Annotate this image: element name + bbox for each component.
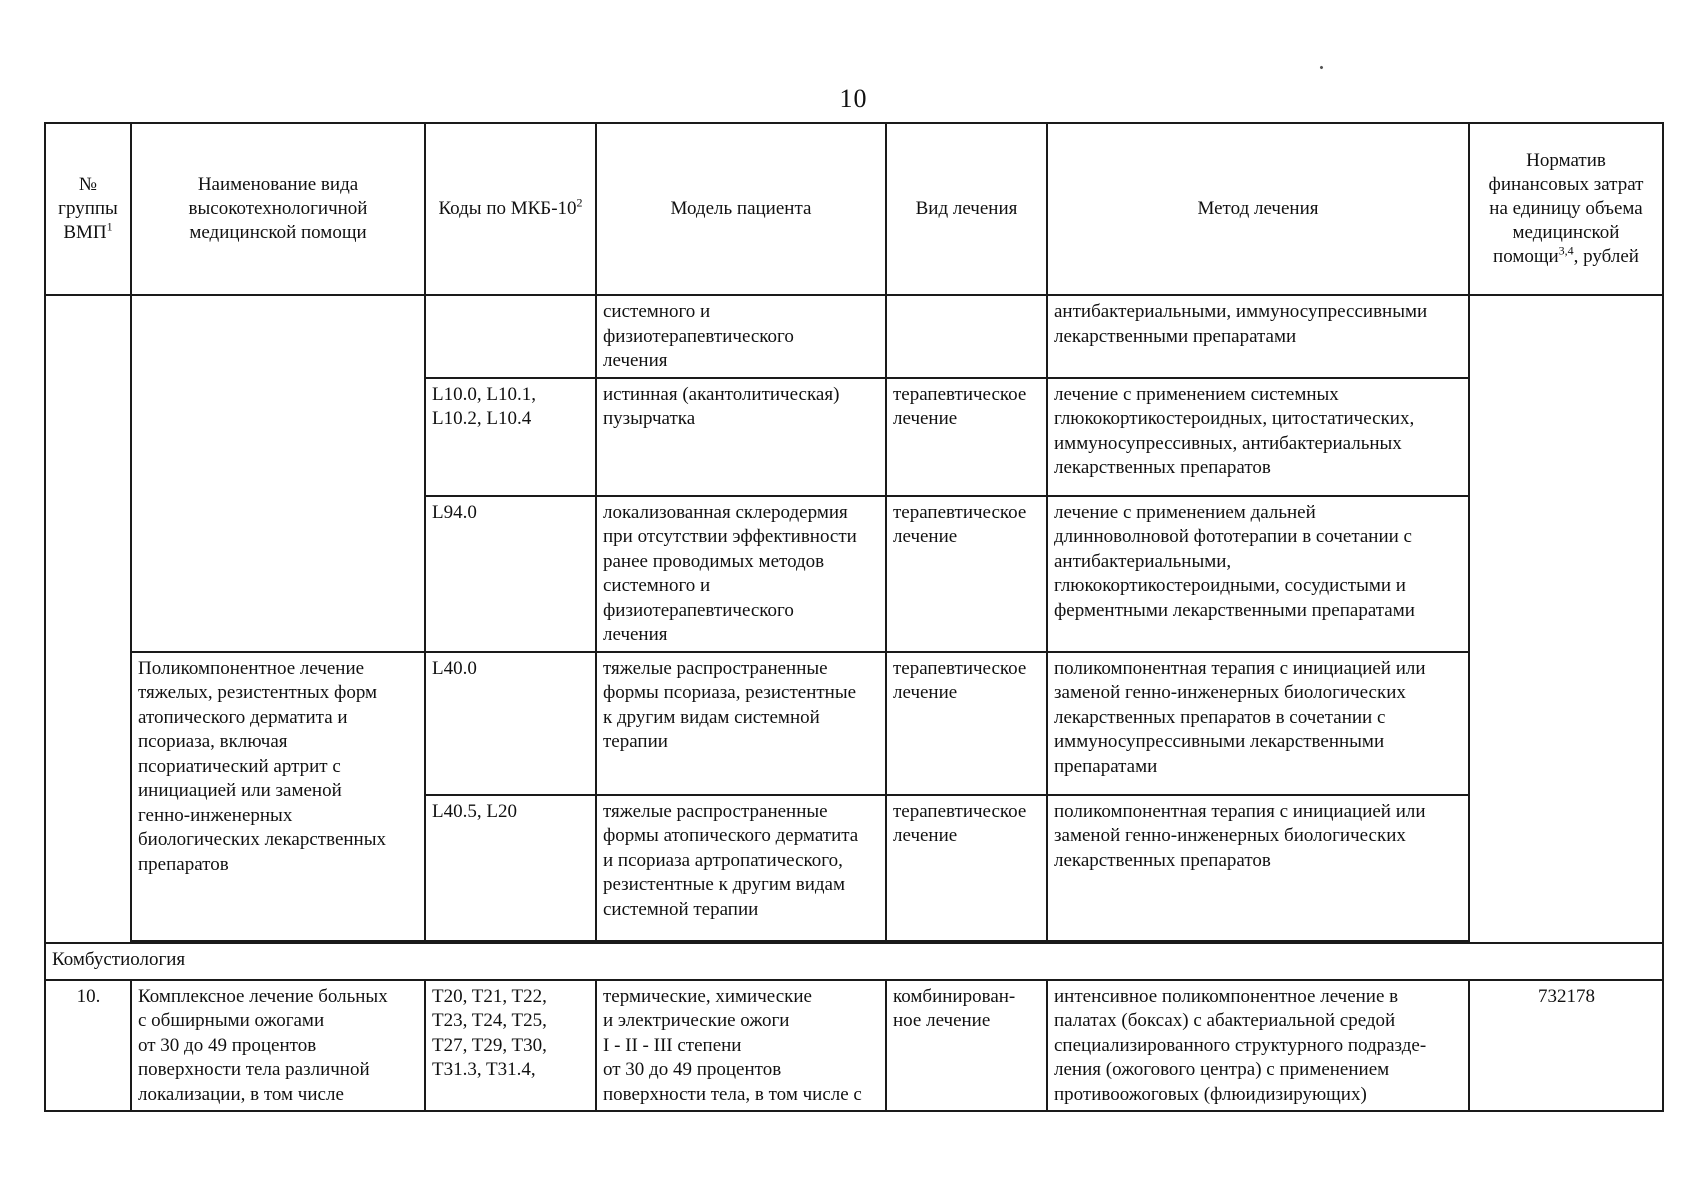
care-type-name-cell — [131, 295, 425, 652]
section-title: Комбустиология — [45, 943, 1663, 980]
treatment-method-cell: поликомпонентная терапия с инициацией или заменой генно-инженерных биологических лекарственных препаратов — [1047, 795, 1469, 941]
treatment-type-cell: терапевтическое лечение — [886, 496, 1047, 652]
table-row — [45, 652, 1663, 795]
header-treatment-type: Вид лечения — [886, 123, 1047, 295]
treatment-method-cell: поликомпонентная терапия с инициацией или заменой генно-инженерных биологических лекарственных препаратов в сочетании с иммуносупрессивными лекарственными препаратами — [1047, 652, 1469, 795]
care-type-name-cell: Комплексное лечение больных с обширными ожогами от 30 до 49 процентов поверхности тела различной локализации, в том числе — [131, 980, 425, 1112]
care-type-name-cell: Поликомпонентное лечение тяжелых, резистентных форм атопического дерматита и псориаза, включая псориатический артрит с инициацией или заменой генно-инженерных биологических лекарственных препаратов — [131, 652, 425, 941]
icd-codes-cell: L40.0 — [425, 652, 596, 795]
header-patient-model: Модель пациента — [596, 123, 886, 295]
patient-model-cell: системного и физиотерапевтического лечения — [596, 295, 886, 378]
header-cost-norm: Норматив финансовых затрат на единицу объема медицинской помощи$^{3,4}$, рублей — [1469, 123, 1663, 295]
treatment-method-cell: лечение с применением системных глюкокортикостероидных, цитостатических, иммуносупрессивных, антибактериальных лекарственных препаратов — [1047, 378, 1469, 496]
scan-speck — [1319, 65, 1323, 69]
treatment-method-cell: интенсивное поликомпонентное лечение в палатах (боксах) с абактериальной средой специализированного структурного подразде- ления (ожогового центра) с применением противоожоговых (флюидизирующих) — [1047, 980, 1469, 1112]
page-number: 10 — [839, 84, 868, 113]
icd-codes-cell — [425, 295, 596, 378]
header-group-number: № группы ВМП$^1$ — [45, 123, 131, 295]
treatment-method-cell: антибактериальными, иммуносупрессивными лекарственными препаратами — [1047, 295, 1469, 378]
treatment-method-cell: лечение с применением дальней длинноволновой фототерапии в сочетании с антибактериальными, глюкокортикостероидными, сосудистыми и ферментными лекарственными препаратами — [1047, 496, 1469, 652]
vmp-table — [44, 122, 1664, 1112]
table-row — [45, 980, 1663, 1112]
treatment-type-cell: терапевтическое лечение — [886, 652, 1047, 795]
group-number-cell: 10. — [45, 980, 131, 1112]
cost-norm-cell — [1469, 295, 1663, 943]
table-row — [45, 295, 1663, 378]
icd-codes-cell: T20, T21, T22, T23, T24, T25, T27, T29, T30, T31.3, T31.4, — [425, 980, 596, 1112]
header-icd-codes: Коды по МКБ-$10^2$ — [425, 123, 596, 295]
cost-norm-cell: 732178 — [1469, 980, 1663, 1112]
patient-model-cell: локализованная склеродермия при отсутствии эффективности ранее проводимых методов системного и физиотерапевтического лечения — [596, 496, 886, 652]
treatment-type-cell: комбинирован- ное лечение — [886, 980, 1047, 1112]
header-care-type-name: Наименование вида высокотехнологичной медицинской помощи — [131, 123, 425, 295]
patient-model-cell: термические, химические и электрические ожоги I - II - III степени от 30 до 49 процентов поверхности тела, в том числе с — [596, 980, 886, 1112]
patient-model-cell: тяжелые распространенные формы псориаза, резистентные к другим видам системной терапии — [596, 652, 886, 795]
icd-codes-cell: L10.0, L10.1, L10.2, L10.4 — [425, 378, 596, 496]
icd-codes-cell: L94.0 — [425, 496, 596, 652]
patient-model-cell: тяжелые распространенные формы атопического дерматита и псориаза артропатического, резистентные к другим видам системной терапии — [596, 795, 886, 941]
treatment-type-cell: терапевтическое лечение — [886, 795, 1047, 941]
header-row — [45, 123, 1663, 295]
patient-model-cell: истинная (акантолитическая) пузырчатка — [596, 378, 886, 496]
treatment-type-cell: терапевтическое лечение — [886, 378, 1047, 496]
section-row — [45, 943, 1663, 980]
icd-codes-cell: L40.5, L20 — [425, 795, 596, 941]
treatment-type-cell — [886, 295, 1047, 378]
header-treatment-method: Метод лечения — [1047, 123, 1469, 295]
group-number-cell — [45, 295, 131, 943]
